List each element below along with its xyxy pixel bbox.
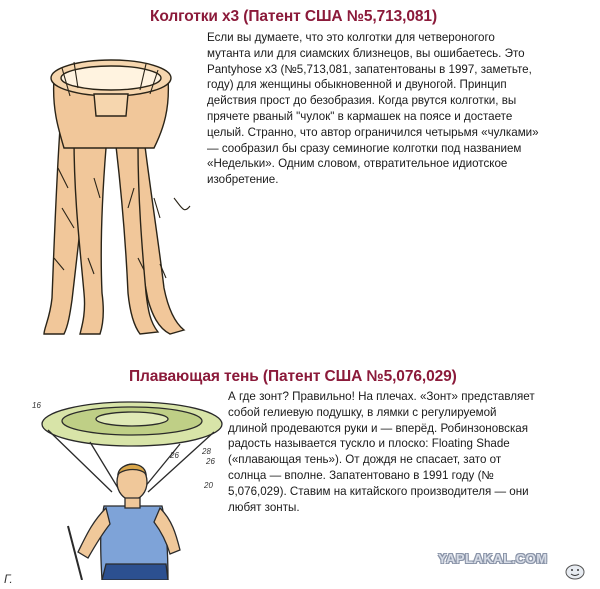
section1-text — [207, 30, 589, 188]
section2-line: («плавающая тень»). От дождя не спасает, зато от — [228, 453, 502, 467]
section1-line: Pantyhose x3 (№5,713,081, запатентованы в 1997, заметьте, — [207, 62, 532, 76]
section2-text — [228, 389, 590, 515]
section2-line: солнца — вполне. Запатентовано в 1991 году (№ — [228, 468, 494, 482]
figure-label: 26 — [206, 457, 215, 466]
section2-line: любят зонты. — [228, 500, 300, 514]
section1-line: целый. Странно, что автор ограничился четырьмя «чулками» — [207, 125, 539, 139]
section2-title: Плавающая тень (Патент США №5,076,029) — [129, 368, 457, 385]
section1-line: «Недельки». Одним словом, отвратительное идиотское — [207, 157, 508, 171]
section1-title: Колготки х3 (Патент США №5,713,081) — [150, 8, 438, 25]
section2-line: радость называется тускло и плоско: Floating Shade — [228, 437, 510, 451]
corner-mark: Г. — [4, 572, 13, 586]
smiley-watermark-icon — [564, 562, 586, 580]
section2-line: собой гелиевую подушку, в лямки с регулируемой — [228, 405, 497, 419]
figure-label: 16 — [32, 401, 41, 410]
section2-line: длиной продеваются руки и — вперёд. Робинзоновская — [228, 421, 529, 435]
section1-line: мутанта или для сиамских близнецов, вы ошибаетесь. Это — [207, 46, 525, 60]
figure-label: 20 — [204, 481, 213, 490]
section1-line: году) для женщины обыкновенной и двуногой. Принцип — [207, 78, 507, 92]
section1-line: — сообразил бы сразу семиногие колготки под названием — [207, 141, 522, 155]
section1-line: Если вы думаете, что это колготки для четвероногого — [207, 31, 495, 44]
floating-shade-illustration — [30, 396, 226, 580]
section2-line: А где зонт? Правильно! На плечах. «Зонт» представляет — [228, 390, 535, 403]
pantyhose-illustration — [34, 38, 196, 338]
watermark: YAPLAKAL.COM — [438, 551, 548, 566]
section1-line: изобретение. — [207, 173, 279, 187]
figure-label: 26 — [170, 451, 179, 460]
section2-line: 5,076,029). Ставим на китайского производителя — они — [228, 484, 529, 498]
section1-line: действия прост до безобразия. Когда рвутся колготки, вы — [207, 94, 517, 108]
figure-label: 28 — [202, 447, 211, 456]
section1-line: прячете рваный "чулок" в кармашек на поясе и достаете — [207, 109, 513, 123]
